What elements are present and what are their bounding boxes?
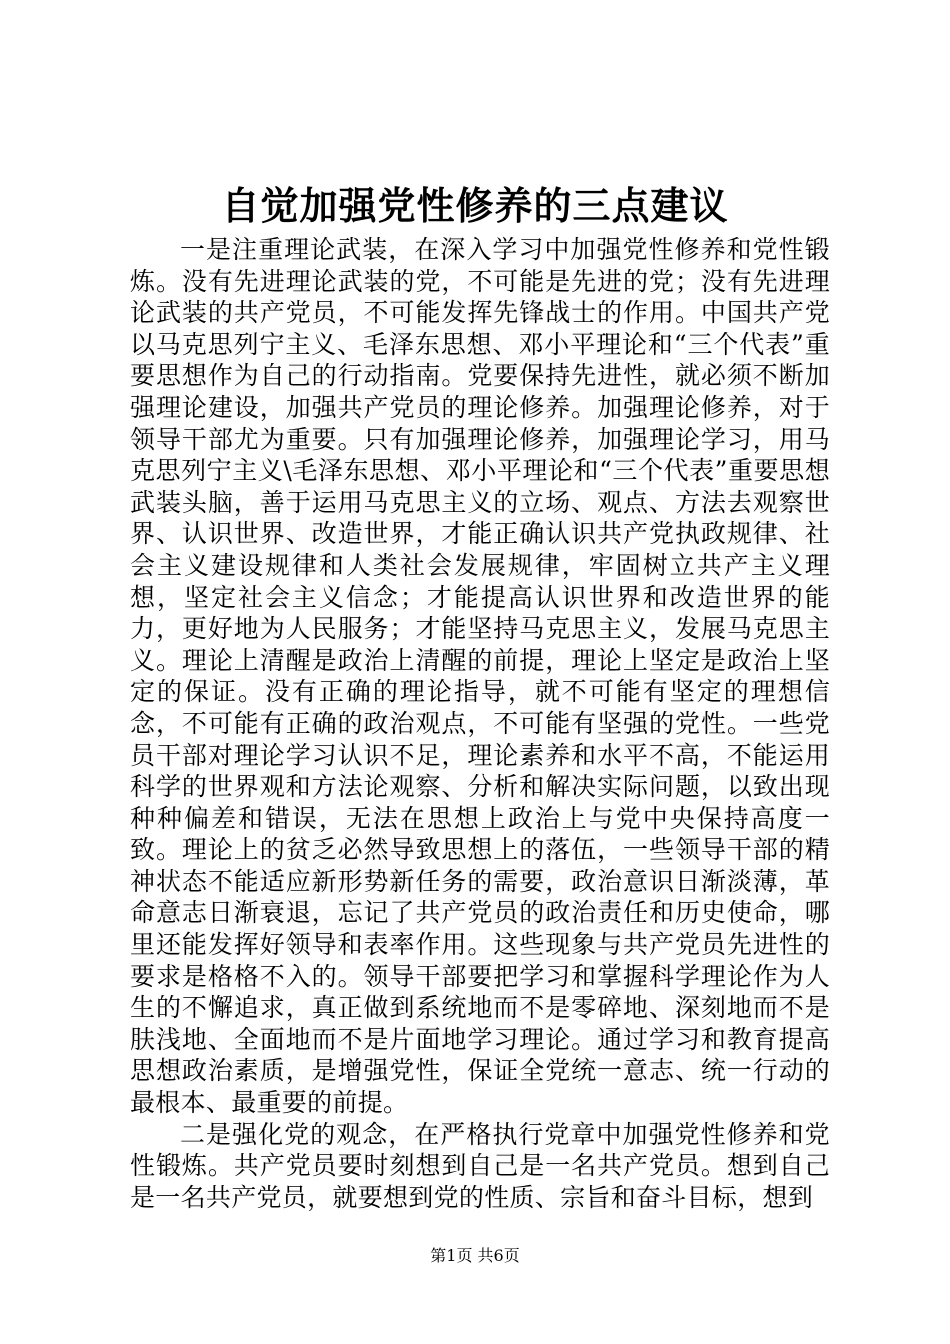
paragraph-1: 一是注重理论武装，在深入学习中加强党性修养和党性锻炼。没有先进理论武装的党，不可能是先进的党；没有先进理论武装的共产党员，不可能发挥先锋战士的作用。中国共产党以马克思列宁主义、毛泽东思想、邓小平理论和“三个代表”重要思想作为自己的行动指南。党要保持先进性，就必须不断加强理论建设，加强共产党员的理论修养。加强理论修养，对于领导干部尤为重要。只有加强理论修养，加强理论学习，用马克思列宁主义\毛泽东思想、邓小平理论和“三个代表”重要思想武装头脑，善于运用马克思主义的立场、观点、方法去观察世界、认识世界、改造世界，才能正确认识共产党执政规律、社会主义建设规律和人类社会发展规律，牢固树立共产主义理想，坚定社会主义信念；才能提高认识世界和改造世界的能力，更好地为人民服务；才能坚持马克思主义，发展马克思主义。理论上清醒是政治上清醒的前提，理论上坚定是政治上坚定的保证。没有正确的理论指导，就不可能有坚定的理想信念，不可能有正确的政治观点，不可能有坚强的党性。一些党员干部对理论学习认识不足，理论素养和水平不高，不能运用科学的世界观和方法论观察、分析和解决实际问题，以致出现种种偏差和错误，无法在思想上政治上与党中央保持高度一致。理论上的贫乏必然导致思想上的落伍，一些领导干部的精神状态不能适应新形势新任务的需要，政治意识日渐淡薄，革命意志日渐衰退，忘记了共产党员的政治责任和历史使命，哪里还能发挥好领导和表率作用。这些现象与共产党员先进性的要求是格格不入的。领导干部要把学习和掌握科学理论作为人生的不懈追求，真正做到系统地而不是零碎地、深刻地而不是肤浅地、全面地而不是片面地学习理论。通过学习和教育提高思想政治素质，是增强党性，保证全党统一意志、统一行动的最根本、最重要的前提。 [130, 235, 830, 1118]
document-title: 自觉加强党性修养的三点建议 [221, 183, 729, 228]
page-number-footer: 第1页 共6页 [430, 1246, 520, 1265]
paragraph-2: 二是强化党的观念，在严格执行党章中加强党性修养和党性锻炼。共产党员要时刻想到自己是一名共产党员。想到自己是一名共产党员，就要想到党的性质、宗旨和奋斗目标，想到 [130, 1119, 830, 1212]
document-body [130, 234, 830, 1213]
